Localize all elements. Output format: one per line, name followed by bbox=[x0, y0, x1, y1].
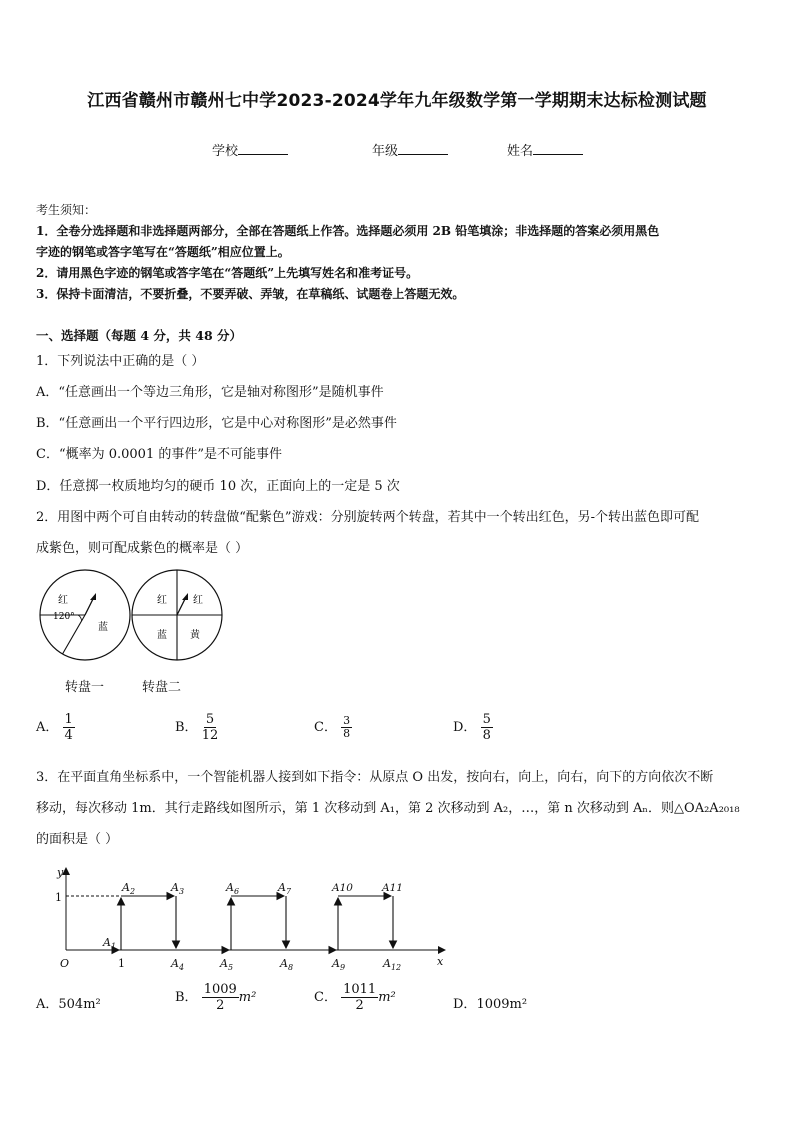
notice-item: 字迹的钢笔或答字笔写在“答题纸”相应位置上。 bbox=[36, 245, 290, 259]
option-text: 1009m² bbox=[476, 997, 528, 1012]
numerator: 1 bbox=[64, 712, 73, 727]
x-tick-1: 1 bbox=[118, 957, 125, 970]
disc2-caption: 转盘二 bbox=[142, 680, 182, 695]
denominator: 2 bbox=[216, 998, 225, 1013]
name-field[interactable] bbox=[507, 140, 583, 159]
grade-label: 年级 bbox=[372, 144, 399, 159]
q3-option-d[interactable] bbox=[453, 993, 527, 1012]
option-label: B． bbox=[175, 720, 198, 735]
unit: m² bbox=[378, 990, 396, 1005]
q2-option-b[interactable] bbox=[175, 712, 218, 743]
q2-stem-line2: 成紫色，则可配成紫色的概率是（ ） bbox=[36, 541, 249, 556]
option-label: C． bbox=[314, 720, 337, 735]
notice-heading: 考生须知： bbox=[36, 203, 97, 217]
label-A12: $A_{12}$ bbox=[383, 957, 402, 972]
option-label: C． bbox=[314, 990, 337, 1005]
q3-option-c[interactable] bbox=[314, 982, 396, 1013]
disc1-blue-label: 蓝 bbox=[98, 622, 108, 633]
q2-option-c[interactable] bbox=[314, 715, 352, 740]
denominator: 4 bbox=[64, 728, 73, 743]
disc1-caption: 转盘一 bbox=[65, 680, 105, 695]
grade-field[interactable] bbox=[372, 140, 448, 159]
label-A10: A10 bbox=[332, 882, 353, 894]
section-heading: 一、选择题（每题 4 分，共 48 分） bbox=[36, 328, 243, 343]
disc2-yellow-label: 黄 bbox=[190, 630, 200, 641]
q2-stem-line1: 2．用图中两个可自由转动的转盘做“配紫色”游戏：分别旋转两个转盘，若其中一个转出红色，另-个转出蓝色即可配 bbox=[36, 510, 699, 525]
q2-option-d[interactable] bbox=[453, 712, 493, 743]
denominator: 8 bbox=[482, 728, 491, 743]
option-label: A． bbox=[36, 720, 59, 735]
unit: m² bbox=[238, 990, 257, 1005]
disc1-red-label: 红 bbox=[58, 595, 68, 606]
q2-option-a[interactable] bbox=[36, 712, 75, 743]
label-A6: $A_6$ bbox=[226, 881, 240, 896]
disc1-angle-label: 120° bbox=[53, 612, 75, 622]
label-A8: $A_8$ bbox=[280, 957, 294, 972]
y-tick-1: 1 bbox=[55, 891, 62, 904]
school-label: 学校 bbox=[212, 144, 239, 159]
option-label: B． bbox=[175, 990, 198, 1005]
name-blank[interactable] bbox=[533, 142, 583, 155]
option-text: 504m² bbox=[58, 997, 101, 1012]
label-A9: $A_9$ bbox=[332, 957, 346, 972]
grade-blank[interactable] bbox=[398, 142, 448, 155]
numerator: 1011 bbox=[343, 982, 377, 997]
spinner-two bbox=[132, 570, 222, 660]
q3-stem-line2: 移动，每次移动 1m．其行走路线如图所示，第 1 次移动到 A₁，第 2 次移动到 A₂，…，第 n 次移动到 Aₙ．则△OA₂A₂₀₁₈ bbox=[36, 801, 740, 816]
label-A4: $A_4$ bbox=[171, 957, 185, 972]
q3-option-b[interactable] bbox=[175, 982, 256, 1013]
q3-option-a[interactable] bbox=[36, 993, 101, 1012]
disc2-blue-label: 蓝 bbox=[157, 630, 167, 641]
q1-stem: 1．下列说法中正确的是（ ） bbox=[36, 354, 205, 369]
origin-label: O bbox=[60, 957, 70, 970]
numerator: 3 bbox=[343, 714, 351, 727]
school-field[interactable] bbox=[212, 140, 288, 159]
numerator: 5 bbox=[482, 712, 491, 727]
notice-item: 3．保持卡面清洁，不要折叠，不要弄破、弄皱，在草稿纸、试题卷上答题无效。 bbox=[36, 287, 465, 301]
y-axis-label: y bbox=[57, 866, 64, 879]
option-label: D． bbox=[453, 720, 477, 735]
label-A11: A11 bbox=[382, 882, 403, 894]
robot-path-graph bbox=[40, 862, 460, 974]
q3-stem-line3: 的面积是（ ） bbox=[36, 832, 119, 847]
disc2-red-label-1: 红 bbox=[157, 595, 167, 606]
x-axis-label: x bbox=[437, 955, 444, 968]
notice-block bbox=[36, 200, 758, 305]
q1-option-a[interactable]: A．“任意画出一个等边三角形，它是轴对称图形”是随机事件 bbox=[36, 385, 384, 400]
denominator: 2 bbox=[355, 998, 364, 1013]
q1-option-b[interactable]: B．“任意画出一个平行四边形，它是中心对称图形”是必然事件 bbox=[36, 416, 397, 431]
page-title: 江西省赣州市赣州七中学2023-2024学年九年级数学第一学期期末达标检测试题 bbox=[87, 91, 707, 111]
spinner-one bbox=[40, 570, 130, 660]
numerator: 5 bbox=[205, 712, 215, 727]
label-A1: $A_1$ bbox=[103, 936, 117, 951]
name-label: 姓名 bbox=[507, 144, 534, 159]
label-A2: $A_2$ bbox=[122, 881, 136, 896]
option-label: D． bbox=[453, 997, 477, 1012]
denominator: 8 bbox=[343, 727, 351, 740]
q1-option-d[interactable]: D．任意掷一枚质地均匀的硬币 10 次，正面向上的一定是 5 次 bbox=[36, 479, 400, 494]
notice-item: 1．全卷分选择题和非选择题两部分，全部在答题纸上作答。选择题必须用 2B 铅笔填涂；非选择题的答案必须用黑色 bbox=[36, 224, 660, 238]
label-A5: $A_5$ bbox=[220, 957, 234, 972]
q1-option-c[interactable]: C．“概率为 0.0001 的事件”是不可能事件 bbox=[36, 447, 282, 462]
disc2-red-label-2: 红 bbox=[193, 595, 203, 606]
label-A3: $A_3$ bbox=[171, 881, 185, 896]
spinner-figures bbox=[36, 568, 236, 668]
notice-item: 2．请用黑色字迹的钢笔或答字笔在“答题纸”上先填写姓名和准考证号。 bbox=[36, 266, 419, 280]
denominator: 12 bbox=[201, 728, 219, 743]
school-blank[interactable] bbox=[238, 142, 288, 155]
option-label: A． bbox=[36, 997, 59, 1012]
q3-stem-line1: 3．在平面直角坐标系中，一个智能机器人接到如下指令：从原点 O 出发，按向右，向上，向右，向下的方向依次不断 bbox=[36, 770, 714, 785]
label-A7: $A_7$ bbox=[278, 881, 292, 896]
numerator: 1009 bbox=[203, 982, 237, 997]
